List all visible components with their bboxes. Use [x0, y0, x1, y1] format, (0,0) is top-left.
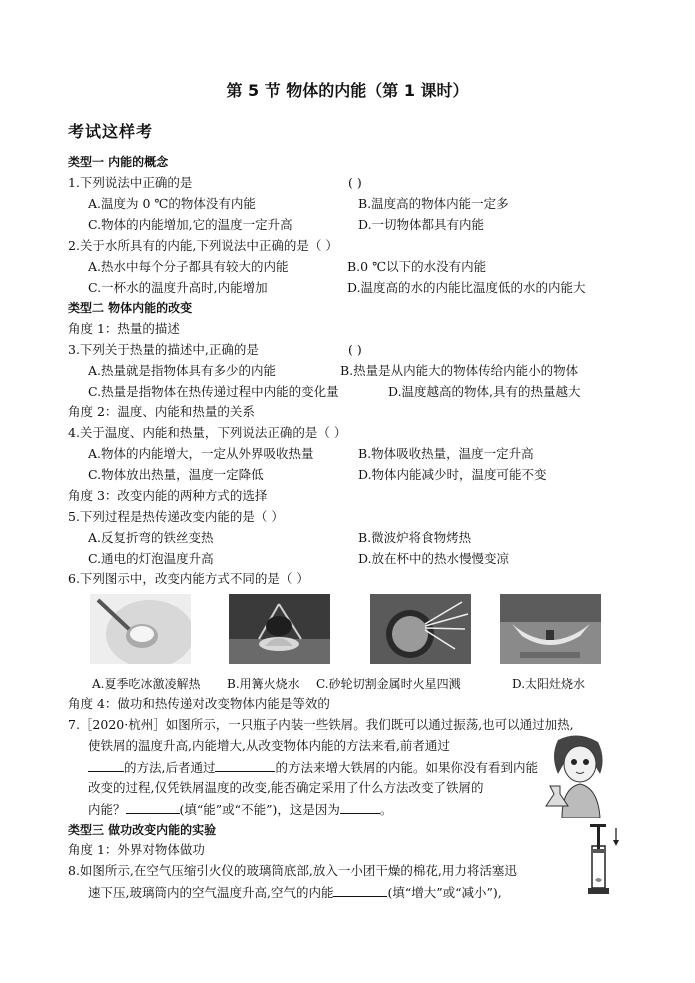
q7-blank-4[interactable] — [340, 799, 380, 814]
q5-stem: 5.下列过程是热传递改变内能的是（ ） — [68, 509, 284, 524]
q7-blank-2[interactable] — [215, 757, 275, 772]
q7-line-5c: 。 — [379, 802, 393, 817]
q4-stem: 4.关于温度、内能和热量，下列说法正确的是（ ） — [68, 425, 347, 440]
q5-option-b: B.微波炉将食物烤热 — [358, 530, 472, 545]
q1-option-d: D.一切物体都具有内能 — [358, 217, 485, 232]
q4-option-d: D.物体内能减少时，温度可能不变 — [358, 467, 547, 482]
q7-line-5b: (填“能”或“不能”)，这是因为 — [179, 802, 340, 817]
q1-option-b: B.温度高的物体内能一定多 — [358, 196, 509, 211]
q6-option-b: B.用篝火烧水 — [227, 677, 300, 691]
type3-heading: 类型三 做功改变内能的实验 — [68, 823, 217, 837]
q2-option-b: B.0 ℃以下的水没有内能 — [347, 259, 487, 274]
q7-blank-1[interactable] — [88, 757, 124, 772]
q3-option-c: C.热量是指物体在热传递过程中内能的变化量 — [88, 384, 339, 399]
q7-line-4: 改变的过程,仅凭铁屑温度的改变,能否确定采用了什么方法改变了铁屑的 — [88, 780, 484, 795]
q1-option-c: C.物体的内能增加,它的温度一定升高 — [88, 217, 293, 232]
q4-option-a: A.物体的内能增大，一定从外界吸收热量 — [88, 446, 314, 461]
page-title: 第 5 节 物体的内能（第 1 课时） — [226, 81, 469, 100]
girl-with-flask-illustration — [544, 734, 608, 818]
q3-option-b: B.热量是从内能大的物体传给内能小的物体 — [340, 363, 579, 378]
campfire-kettle-image — [229, 594, 330, 664]
q7-line-3b: 的方法来增大铁屑的内能。如果你没有看到内能 — [275, 760, 538, 775]
section-heading: 考试这样考 — [68, 122, 154, 141]
air-compression-igniter-illustration — [588, 822, 622, 896]
type1-heading: 类型一 内能的概念 — [68, 155, 169, 169]
angle2-heading: 角度 2：温度、内能和热量的关系 — [68, 404, 255, 419]
angle4-heading: 角度 4：做功和热传递对改变物体内能是等效的 — [68, 696, 330, 711]
q5-option-c: C.通电的灯泡温度升高 — [88, 551, 214, 566]
q6-stem: 6.下列图示中，改变内能方式不同的是（ ） — [68, 571, 309, 586]
q6-option-c: C.砂轮切割金属时火星四溅 — [316, 677, 461, 691]
q2-option-c: C.一杯水的温度升高时,内能增加 — [88, 280, 268, 295]
solar-cooker-image — [500, 594, 601, 664]
angle3-heading: 角度 3：改变内能的两种方式的选择 — [68, 488, 268, 503]
q8-line-2b: (填“增大”或“减小”), — [387, 885, 502, 900]
ice-cream-spoon-image — [90, 594, 191, 664]
angle5-heading: 角度 1：外界对物体做功 — [68, 842, 205, 857]
q7-line-1: 7.［2020·杭州］如图所示，一只瓶子内装一些铁屑。我们既可以通过振荡,也可以通过加热, — [68, 717, 574, 732]
q2-stem: 2.关于水所具有的内能,下列说法中正确的是（ ） — [68, 238, 338, 253]
q4-option-b: B.物体吸收热量，温度一定升高 — [358, 446, 534, 461]
q7-line-3a: 的方法,后者通过 — [124, 760, 216, 775]
q7-blank-3[interactable] — [126, 799, 180, 814]
type2-heading: 类型二 物体内能的改变 — [68, 301, 193, 315]
q2-option-a: A.热水中每个分子都具有较大的内能 — [88, 259, 289, 274]
q6-option-a: A.夏季吃冰激凌解热 — [92, 677, 201, 691]
q1-stem: 1.下列说法中正确的是 — [68, 175, 193, 190]
q6-option-d: D.太阳灶烧水 — [512, 677, 586, 691]
q7-line-3 — [88, 757, 538, 778]
grinding-wheel-sparks-image — [370, 594, 471, 664]
q8-line-2a: 速下压,玻璃筒内的空气温度升高,空气的内能 — [88, 885, 334, 900]
q5-option-a: A.反复折弯的铁丝变热 — [88, 530, 214, 545]
q5-option-d: D.放在杯中的热水慢慢变凉 — [358, 551, 510, 566]
q8-blank-1[interactable] — [333, 882, 387, 897]
q8-line-2 — [88, 882, 502, 903]
q7-line-5 — [88, 799, 392, 820]
q7-line-5a: 内能？ — [88, 802, 126, 817]
q8-line-1: 8.如图所示,在空气压缩引火仪的玻璃筒底部,放入一小团干燥的棉花,用力将活塞迅 — [68, 863, 517, 878]
q3-option-d: D.温度越高的物体,具有的热量越大 — [388, 384, 581, 399]
q1-option-a: A.温度为 0 ℃的物体没有内能 — [88, 196, 256, 211]
q4-option-c: C.物体放出热量，温度一定降低 — [88, 467, 264, 482]
q7-line-2: 使铁屑的温度升高,内能增大,从改变物体内能的方法来看,前者通过 — [88, 738, 450, 753]
q1-answer-paren: ( ) — [348, 175, 362, 190]
angle1-heading: 角度 1：热量的描述 — [68, 321, 180, 336]
q3-answer-paren: ( ) — [348, 342, 362, 357]
q3-stem: 3.下列关于热量的描述中,正确的是 — [68, 342, 259, 357]
q2-option-d: D.温度高的水的内能比温度低的水的内能大 — [347, 280, 586, 295]
q3-option-a: A.热量就是指物体具有多少的内能 — [88, 363, 277, 378]
